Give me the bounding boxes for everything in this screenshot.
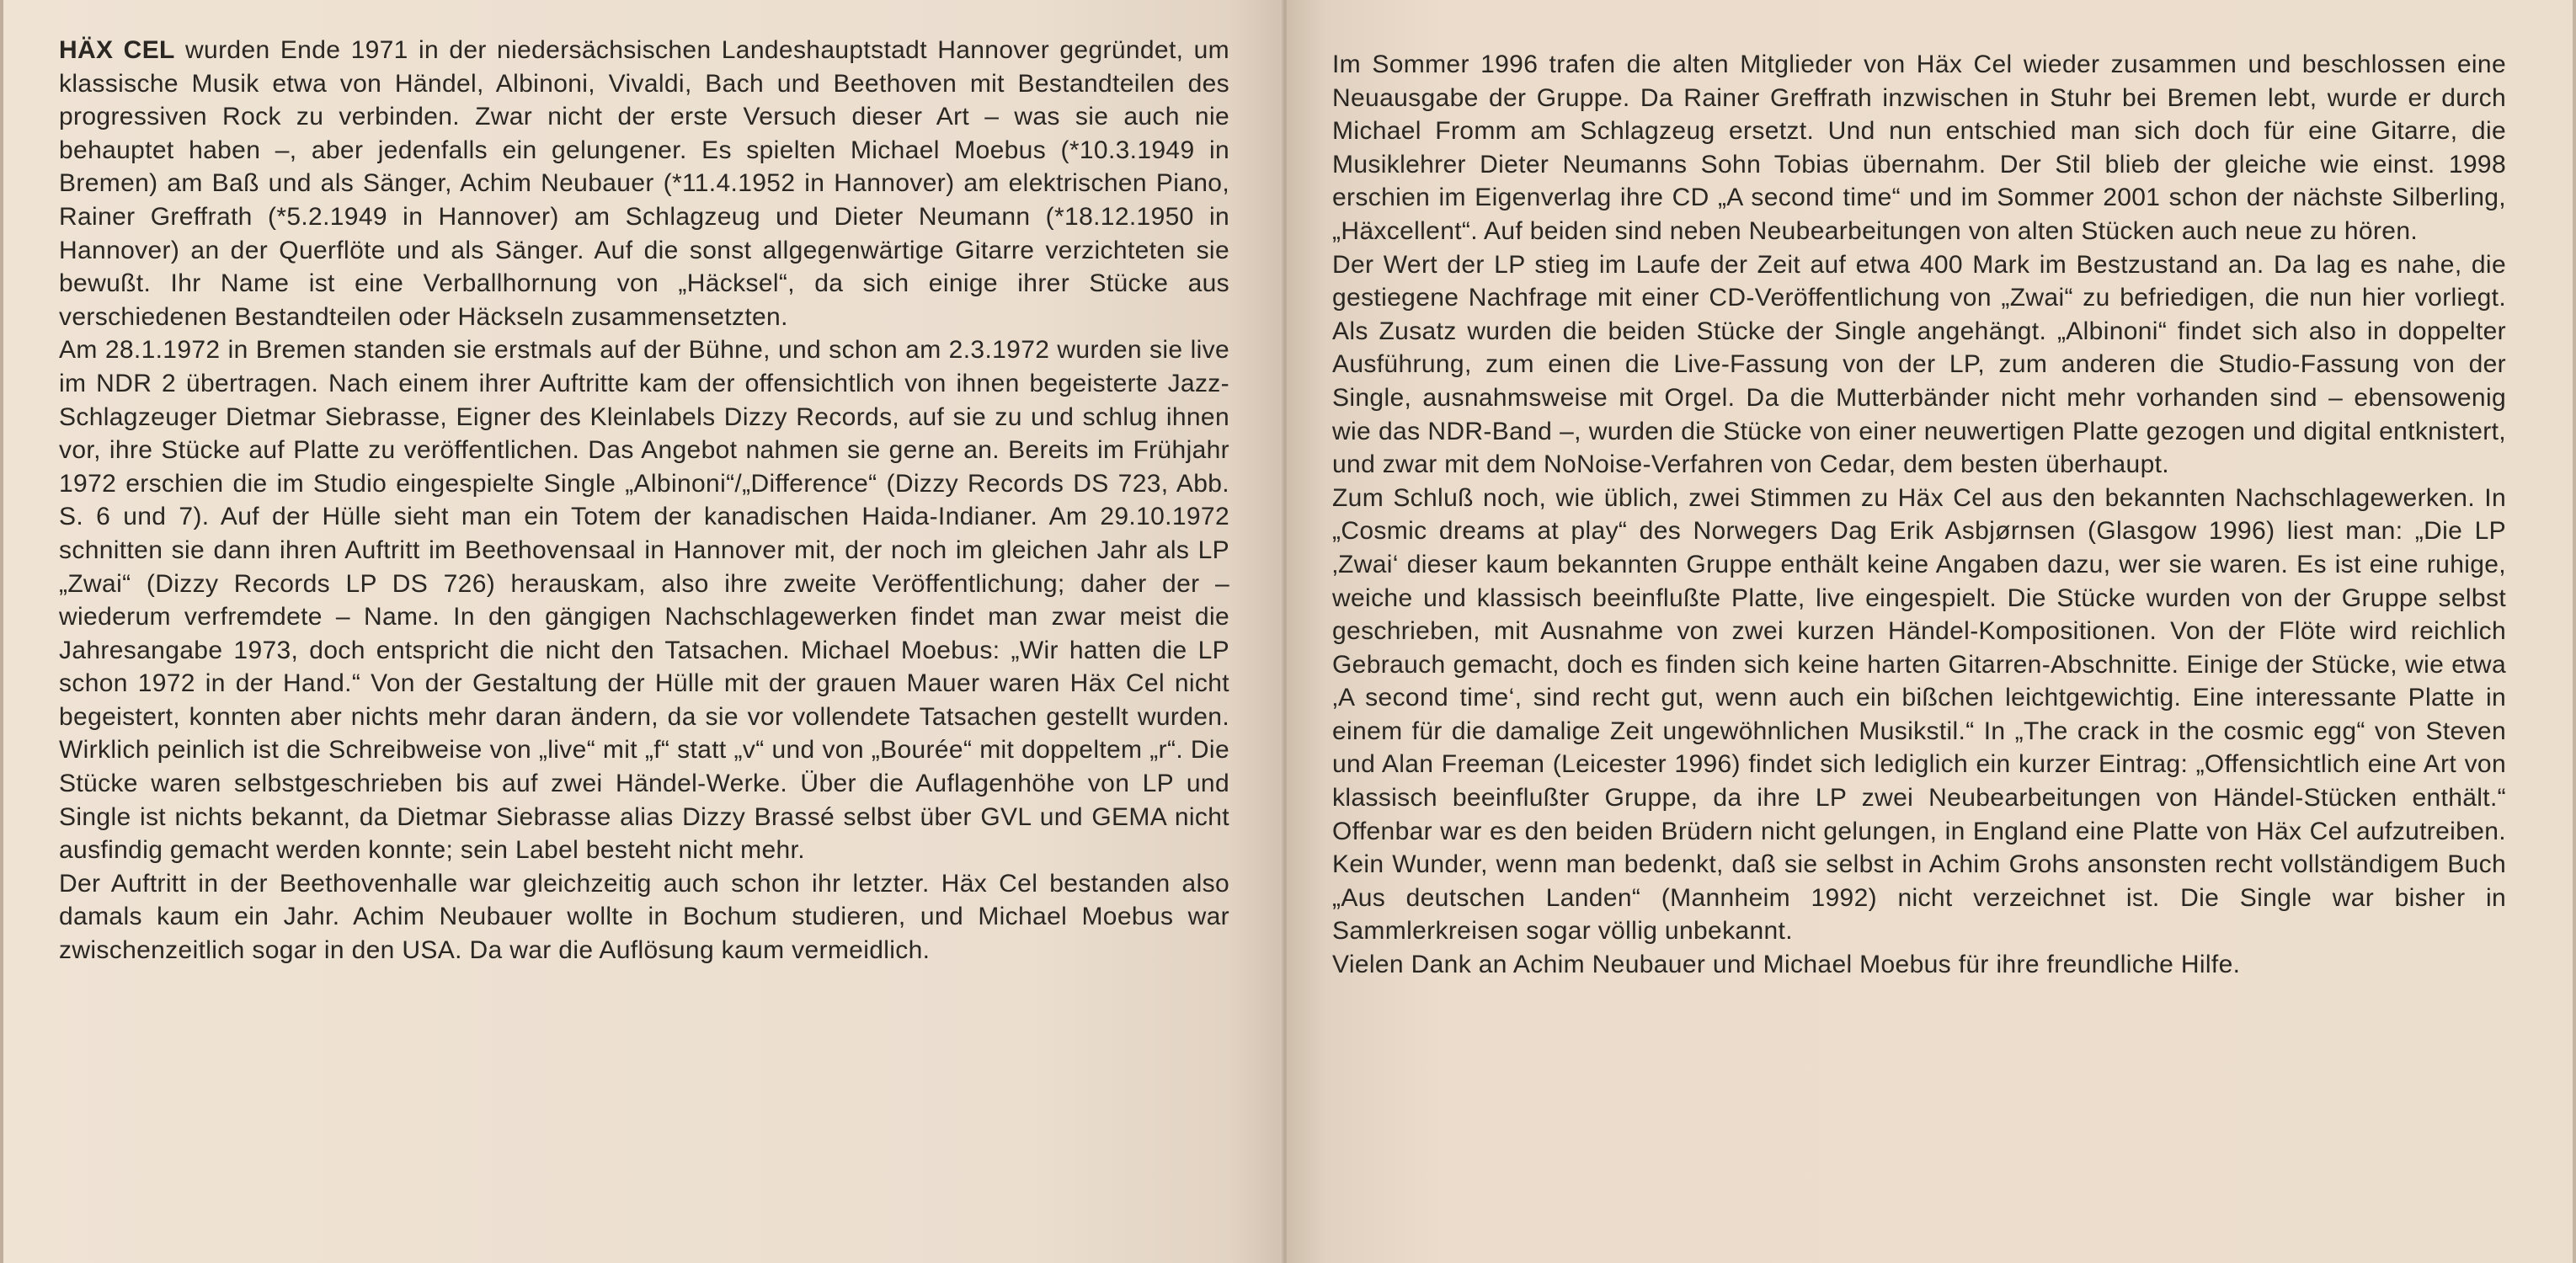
left-paragraph-1 xyxy=(59,34,1229,333)
right-paragraph-3: Zum Schluß noch, wie üblich, zwei Stimmen zu Häx Cel aus den bekannten Nachschlagewerken. In „Cosmic dreams at play“ des Norwegers Dag Erik Asbjørnsen (Glasgow 1996) liest man: „Die LP ‚Zwai‘ dieser kaum bekannten Gruppe enthält keine Angaben dazu, wer sie waren. Es ist eine ruhige, weiche und klassisch beeinflußte Platte, live eingespielt. Die Stücke wurden von der Gruppe selbst geschrieben, mit Ausnahme von zwei kurzen Händel-Kompositionen. Von der Flöte wird reichlich Gebrauch gemacht, doch es finden sich keine harten Gitarren-Abschnitte. Einige der Stücke, wie etwa ‚A second time‘, sind recht gut, wenn auch ein bißchen leichtgewichtig. Eine interessante Platte in einem für die damalige Zeit ungewöhnlichen Musikstil.“ In „The crack in the cosmic egg“ von Steven und Alan Freeman (Leicester 1996) findet sich lediglich ein kurzer Eintrag: „Offensichtlich eine Art von klassisch beeinflußter Gruppe, da ihre LP zwei Neubearbeitungen von Händel-Stücken enthält.“ Offenbar war es den beiden Brüdern nicht gelungen, in England eine Platte von Häx Cel aufzutreiben. Kein Wunder, wenn man bedenkt, daß sie selbst in Achim Grohs ansonsten recht vollständigem Buch „Aus deutschen Landen“ (Mannheim 1992) nicht verzeichnet ist. Die Single war bisher in Sammlerkreisen sogar völlig unbekannt. xyxy=(1332,483,2506,946)
left-paragraph-3: Der Auftritt in der Beethovenhalle war gleichzeitig auch schon ihr letzter. Häx Cel bestanden also damals kaum ein Jahr. Achim Neubauer wollte in Bochum studieren, und Michael Moebus war zwischenzeitlich sogar in den USA. Da war die Auflösung kaum vermeidlich. xyxy=(59,869,1229,965)
band-name-heading: HÄX CEL xyxy=(59,36,175,64)
right-page-edge xyxy=(2573,0,2576,1263)
left-page xyxy=(0,0,1282,1263)
right-paragraph-4: Vielen Dank an Achim Neubauer und Michael Moebus für ihre freundliche Hilfe. xyxy=(1332,951,2241,979)
right-paragraph-1: Im Sommer 1996 trafen die alten Mitglieder von Häx Cel wieder zusammen und beschlossen eine Neuausgabe der Gruppe. Da Rainer Greffrath inzwischen in Stuhr bei Bremen lebt, wurde er durch Michael Fromm am Schlagzeug ersetzt. Und nun entschied man sich doch für eine Gitarre, die Musiklehrer Dieter Neumanns Sohn Tobias übernahm. Der Stil blieb der gleiche wie einst. 1998 erschien im Eigenverlag ihre CD „A second time“ und im Sommer 2001 schon der nächste Silberling, „Häxcellent“. Auf beiden sind neben Neubearbeitungen von alten Stücken auch neue zu hören. xyxy=(1332,51,2506,245)
left-page-edge xyxy=(0,0,3,1263)
right-paragraph-2: Der Wert der LP stieg im Laufe der Zeit auf etwa 400 Mark im Bestzustand an. Da lag es nahe, die gestiegene Nachfrage mit einer CD-Veröffentlichung von „Zwai“ zu befriedigen, die nun hier vorliegt. Als Zusatz wurden die beiden Stücke der Single angehängt. „Albinoni“ findet sich also in doppelter Ausführung, zum einen die Live-Fassung von der LP, zum anderen die Studio-Fassung von der Single, ausnahmsweise mit Orgel. Da die Mutterbänder nicht mehr vorhanden sind – ebensowenig wie das NDR-Band –, wurden die Stücke von einer neuwertigen Platte gezogen und digital entknistert, und zwar mit dem NoNoise-Verfahren von Cedar, dem besten überhaupt. xyxy=(1332,250,2506,479)
right-page-text xyxy=(1332,48,2506,982)
left-page-text xyxy=(59,34,1229,967)
left-paragraph-1-text: wurden Ende 1971 in der niedersächsischen Landeshauptstadt Hannover gegründet, um klassische Musik etwa von Händel, Albinoni, Vivaldi, Bach und Beethoven mit Bestandteilen des progressiven Rock zu verbinden. Zwar nicht der erste Versuch dieser Art – was sie auch nie behauptet haben –, aber jedenfalls ein gelungener. Es spielten Michael Moebus (*10.3.1949 in Bremen) am Baß und als Sänger, Achim Neubauer (*11.4.1952 in Hannover) am elektrischen Piano, Rainer Greffrath (*5.2.1949 in Hannover) am Schlagzeug und Dieter Neumann (*18.12.1950 in Hannover) an der Querflöte und als Sänger. Auf die sonst allgegenwärtige Gitarre verzichteten sie bewußt. Ihr Name ist eine Verballhornung von „Häcksel“, da sich einige ihrer Stücke aus verschiedenen Bestandteilen oder Häckseln zusammensetzten. xyxy=(59,36,1229,331)
left-paragraph-2: Am 28.1.1972 in Bremen standen sie erstmals auf der Bühne, und schon am 2.3.1972 wurden sie live im NDR 2 übertragen. Nach einem ihrer Auftritte kam der offensichtlich von ihnen begeisterte Jazz-Schlagzeuger Dietmar Siebrasse, Eigner des Kleinlabels Dizzy Records, auf sie zu und schlug ihnen vor, ihre Stücke auf Platte zu veröffentlichen. Das Angebot nahmen sie gerne an. Bereits im Frühjahr 1972 erschien die im Studio eingespielte Single „Albinoni“/„Difference“ (Dizzy Records DS 723, Abb. S. 6 und 7). Auf der Hülle sieht man ein Totem der kanadischen Haida-Indianer. Am 29.10.1972 schnitten sie dann ihren Auftritt im Beethovensaal in Hannover mit, der noch im gleichen Jahr als LP „Zwai“ (Dizzy Records LP DS 726) herauskam, also ihre zweite Veröffentlichung; daher der – wiederum verfremdete – Name. In den gängigen Nachschlagewerken findet man zwar meist die Jahresangabe 1973, doch entspricht die nicht den Tatsachen. Michael Moebus: „Wir hatten die LP schon 1972 in der Hand.“ Von der Gestaltung der Hülle mit der grauen Mauer waren Häx Cel nicht begeistert, konnten aber nichts mehr daran ändern, da sie vor vollendete Tatsachen gestellt wurden. Wirklich peinlich ist die Schreibweise von „live“ mit „f“ statt „v“ und von „Bourée“ mit doppeltem „r“. Die Stücke waren selbstgeschrieben bis auf zwei Händel-Werke. Über die Auflagenhöhe von LP und Single ist nichts bekannt, da Dietmar Siebrasse alias Dizzy Brassé selbst über GVL und GEMA nicht ausfindig gemacht werden konnte; sein Label besteht nicht mehr. xyxy=(59,336,1229,865)
